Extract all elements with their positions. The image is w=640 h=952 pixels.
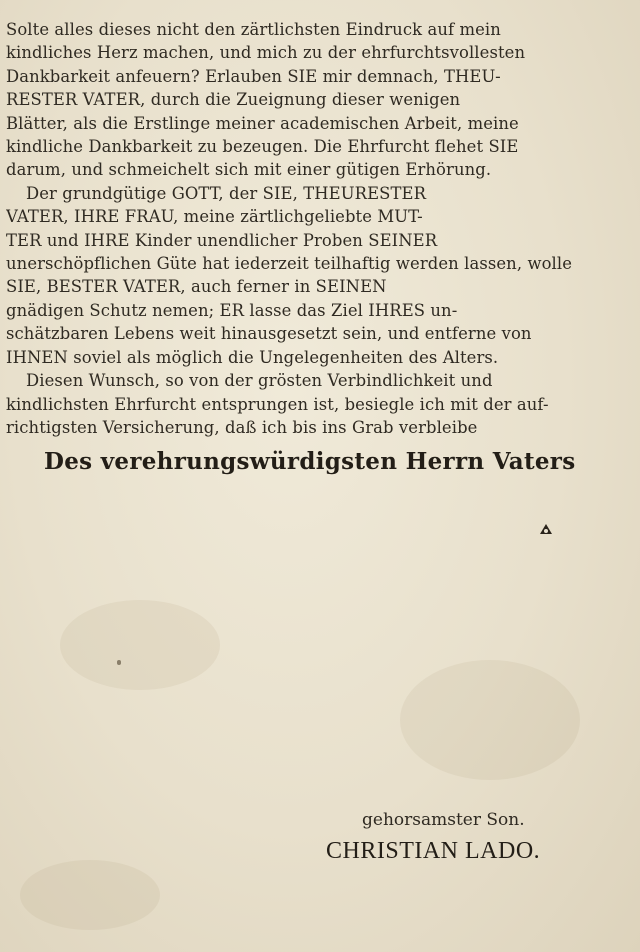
paper-stain — [60, 600, 220, 690]
author-signature: CHRISTIAN LADO. — [326, 838, 541, 864]
text-line: TER und IHRE Kinder unendlicher Proben SEINER — [6, 230, 438, 250]
text-line: darum, und schmeichelt sich mit einer gütigen Erhörung. — [6, 160, 492, 180]
ink-speck — [117, 660, 121, 665]
text-line: Der grundgütige GOTT, der SIE, THEURESTER — [26, 183, 427, 203]
text-line: schätzbaren Lebens weit hinausgesetzt sein, und entferne von — [6, 324, 532, 344]
printer-ornament-icon — [538, 522, 554, 536]
paper-stain — [20, 860, 160, 930]
text-line: SIE, BESTER VATER, auch ferner in SEINEN — [6, 277, 387, 297]
text-line: gnädigen Schutz nemen; ER lasse das Ziel IHRES un- — [6, 300, 458, 320]
dedication-body-text — [6, 18, 628, 439]
closing-title: Des verehrungswürdigsten Herrn Vaters — [44, 448, 576, 475]
text-line: IHNEN soviel als möglich die Ungelegenheiten des Alters. — [6, 347, 499, 367]
text-line: Solte alles dieses nicht den zärtlichsten Eindruck auf mein — [6, 20, 501, 39]
text-line: unerschöpflichen Güte hat iederzeit teilhaftig werden lassen, wolle — [6, 254, 573, 274]
text-line: richtigsten Versicherung, daß ich bis ins Grab verbleibe — [6, 417, 478, 437]
text-line: RESTER VATER, durch die Zueignung dieser wenigen — [6, 90, 461, 110]
text-line: Diesen Wunsch, so von der grösten Verbindlichkeit und — [26, 371, 493, 391]
signoff-line: gehorsamster Son. — [362, 810, 525, 830]
text-line: Blätter, als die Erstlinge meiner academischen Arbeit, meine — [6, 113, 519, 133]
text-line: Dankbarkeit anfeuern? Erlauben SIE mir demnach, THEU- — [6, 66, 501, 86]
text-line: kindliche Dankbarkeit zu bezeugen. Die Ehrfurcht flehet SIE — [6, 137, 519, 157]
text-line: VATER, IHRE FRAU, meine zärtlichgeliebte MUT- — [6, 207, 423, 227]
paper-stain — [400, 660, 580, 780]
text-line: kindlichsten Ehrfurcht entsprungen ist, besiegle ich mit der auf- — [6, 394, 549, 414]
text-line: kindliches Herz machen, und mich zu der ehrfurchtsvollesten — [6, 43, 526, 63]
